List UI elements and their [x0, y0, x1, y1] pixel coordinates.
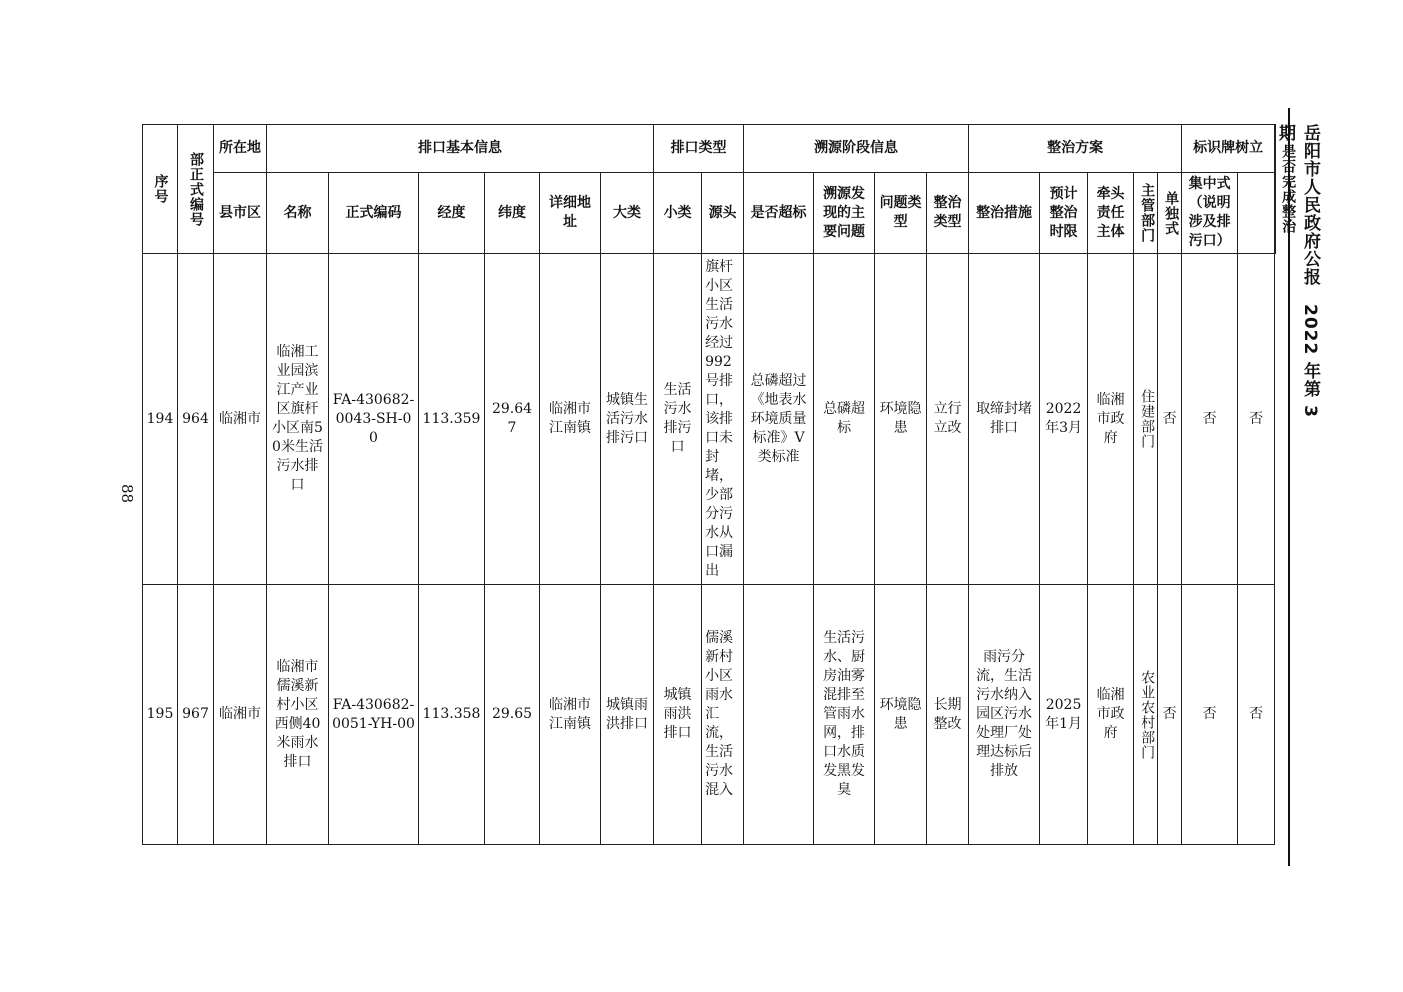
cell-formal-code: FA-430682-0043-SH-00	[329, 254, 419, 585]
table-row	[143, 254, 1276, 585]
cell-source: 儒溪新村小区雨水汇流，生活污水混入	[702, 585, 744, 845]
outfall-table	[142, 124, 1297, 845]
col-exceed: 是否超标	[744, 173, 814, 254]
cell-source: 旗杆小区生活污水经过992号排口，该排口未封堵，少部分污水从口漏出	[702, 254, 744, 585]
cell-deadline: 2025年1月	[1040, 585, 1088, 845]
col-measures: 整治措施	[969, 173, 1040, 254]
col-supervisor: 主管部门	[1134, 173, 1158, 254]
cell-dept-code: 967	[178, 585, 214, 845]
col-dept-code: 部正式编号	[178, 125, 214, 254]
col-trace-group: 溯源阶段信息	[744, 125, 969, 173]
cell-exceed	[744, 585, 814, 845]
cell-formal-code: FA-430682-0051-YH-00	[329, 585, 419, 845]
cell-issue-type: 环境隐患	[875, 254, 927, 585]
cell-main-issue: 总磷超标	[814, 254, 875, 585]
cell-issue-type: 环境隐患	[875, 585, 927, 845]
cell-rect-type: 立行立改	[927, 254, 969, 585]
col-rect-type: 整治类型	[927, 173, 969, 254]
header-row-2	[143, 173, 1276, 254]
col-centralized: 集中式（说明涉及排污口）	[1182, 173, 1238, 254]
cell-supervisor: 住建部门	[1134, 254, 1158, 585]
col-major: 大类	[601, 173, 654, 254]
cell-measures: 雨污分流，生活污水纳入园区污水处理厂处理达标后排放	[969, 585, 1040, 845]
col-main-issue: 溯源发现的主要问题	[814, 173, 875, 254]
col-basic-group: 排口基本信息	[267, 125, 654, 173]
cell-address: 临湘市江南镇	[540, 585, 601, 845]
cell-dept-code: 964	[178, 254, 214, 585]
col-lead: 牵头责任主体	[1088, 173, 1134, 254]
cell-lead: 临湘市政府	[1088, 585, 1134, 845]
cell-latitude: 29.647	[485, 254, 540, 585]
col-location-group: 所在地	[214, 125, 267, 173]
col-seq: 序号	[143, 125, 178, 254]
col-minor: 小类	[654, 173, 702, 254]
cell-seq: 194	[143, 254, 178, 585]
cell-county: 临湘市	[214, 254, 267, 585]
cell-supervisor: 农业农村部门	[1134, 585, 1158, 845]
cell-single: 否	[1158, 585, 1182, 845]
col-sign-group: 标识牌树立	[1182, 125, 1275, 173]
col-address: 详细地址	[540, 173, 601, 254]
cell-major: 城镇雨洪排口	[601, 585, 654, 845]
cell-longitude: 113.358	[419, 585, 485, 845]
col-source: 源头	[702, 173, 744, 254]
cell-completed: 否	[1238, 254, 1275, 585]
cell-single: 否	[1158, 254, 1182, 585]
col-single: 单独式	[1158, 173, 1182, 254]
cell-centralized: 否	[1182, 254, 1238, 585]
col-county: 县市区	[214, 173, 267, 254]
cell-county: 临湘市	[214, 585, 267, 845]
cell-minor: 生活污水排污口	[654, 254, 702, 585]
cell-measures: 取缔封堵排口	[969, 254, 1040, 585]
cell-main-issue: 生活污水、厨房油雾混排至管雨水网，排口水质发黑发臭	[814, 585, 875, 845]
col-latitude: 纬度	[485, 173, 540, 254]
cell-name: 临湘市儒溪新村小区西侧40米雨水排口	[267, 585, 329, 845]
col-issue-type: 问题类型	[875, 173, 927, 254]
cell-address: 临湘市江南镇	[540, 254, 601, 585]
col-longitude: 经度	[419, 173, 485, 254]
col-type-group: 排口类型	[654, 125, 744, 173]
cell-major: 城镇生活污水排污口	[601, 254, 654, 585]
cell-completed: 否	[1238, 585, 1275, 845]
cell-exceed: 总磷超过《地表水环境质量标准》V类标准	[744, 254, 814, 585]
cell-latitude: 29.65	[485, 585, 540, 845]
header-row-1	[143, 125, 1276, 173]
cell-minor: 城镇雨洪排口	[654, 585, 702, 845]
page-number: 88	[118, 484, 136, 504]
cell-deadline: 2022年3月	[1040, 254, 1088, 585]
cell-longitude: 113.359	[419, 254, 485, 585]
journal-header: 岳阳市人民政府公报 2022 年第 3 期	[1275, 124, 1320, 418]
col-name: 名称	[267, 173, 329, 254]
cell-name: 临湘工业园滨江产业区旗杆小区南50米生活污水排口	[267, 254, 329, 585]
table-row	[143, 585, 1276, 845]
col-completed: 是否完成整治	[1280, 144, 1297, 234]
cell-lead: 临湘市政府	[1088, 254, 1134, 585]
col-plan-group: 整治方案	[969, 125, 1182, 173]
col-formal-code: 正式编码	[329, 173, 419, 254]
cell-rect-type: 长期整改	[927, 585, 969, 845]
col-deadline: 预计整治时限	[1040, 173, 1088, 254]
cell-centralized: 否	[1182, 585, 1238, 845]
cell-seq: 195	[143, 585, 178, 845]
